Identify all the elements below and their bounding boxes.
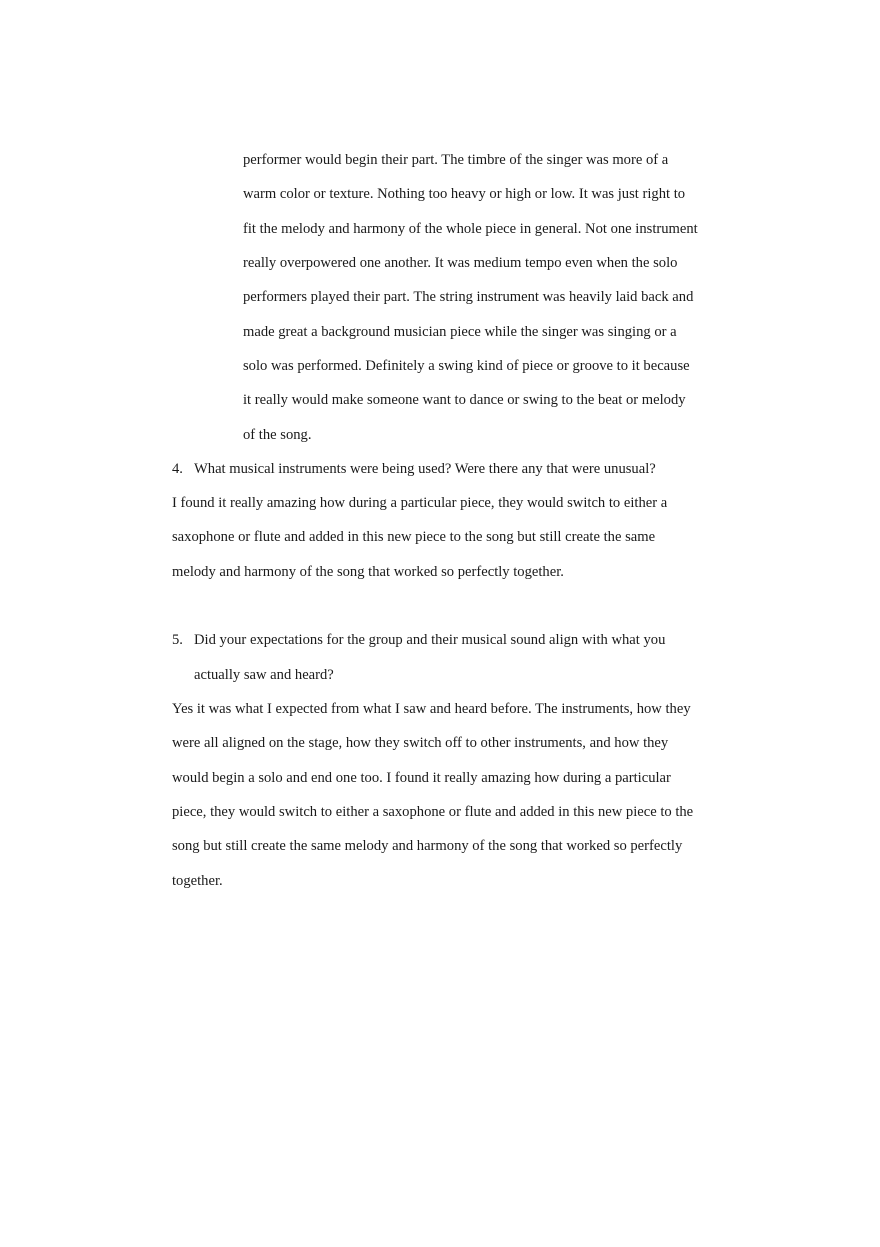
paragraph-line: of the song.: [243, 427, 312, 443]
paragraph-line: Yes it was what I expected from what I saw and heard before. The instruments, how they: [172, 701, 691, 717]
paragraph-line: made great a background musician piece while the singer was singing or a: [243, 324, 677, 340]
question-number: 4.: [172, 461, 183, 477]
paragraph-line: performers played their part. The string instrument was heavily laid back and: [243, 289, 694, 305]
question-number: 5.: [172, 632, 183, 648]
paragraph-line: solo was performed. Definitely a swing kind of piece or groove to it because: [243, 358, 690, 374]
paragraph-line: fit the melody and harmony of the whole piece in general. Not one instrument: [243, 221, 698, 237]
question-text: actually saw and heard?: [194, 667, 334, 683]
question-text: Did your expectations for the group and their musical sound align with what you: [194, 632, 666, 648]
paragraph-line: I found it really amazing how during a particular piece, they would switch to either a: [172, 495, 668, 511]
paragraph-line: warm color or texture. Nothing too heavy or high or low. It was just right to: [243, 186, 686, 202]
paragraph-line: together.: [172, 873, 223, 889]
question-text: What musical instruments were being used? Were there any that were unusual?: [194, 461, 656, 477]
paragraph-line: really overpowered one another. It was medium tempo even when the solo: [243, 255, 678, 271]
paragraph-line: piece, they would switch to either a saxophone or flute and added in this new piece to the: [172, 804, 694, 820]
paragraph-line: saxophone or flute and added in this new piece to the song but still create the same: [172, 529, 656, 545]
paragraph-line: it really would make someone want to dance or swing to the beat or melody: [243, 392, 686, 408]
paragraph-line: song but still create the same melody and harmony of the song that worked so perfectly: [172, 838, 683, 854]
paragraph-line: would begin a solo and end one too. I found it really amazing how during a particular: [172, 770, 671, 786]
paragraph-line: performer would begin their part. The timbre of the singer was more of a: [243, 152, 669, 168]
paragraph-line: melody and harmony of the song that worked so perfectly together.: [172, 564, 564, 580]
paragraph-line: were all aligned on the stage, how they switch off to other instruments, and how they: [172, 735, 669, 751]
